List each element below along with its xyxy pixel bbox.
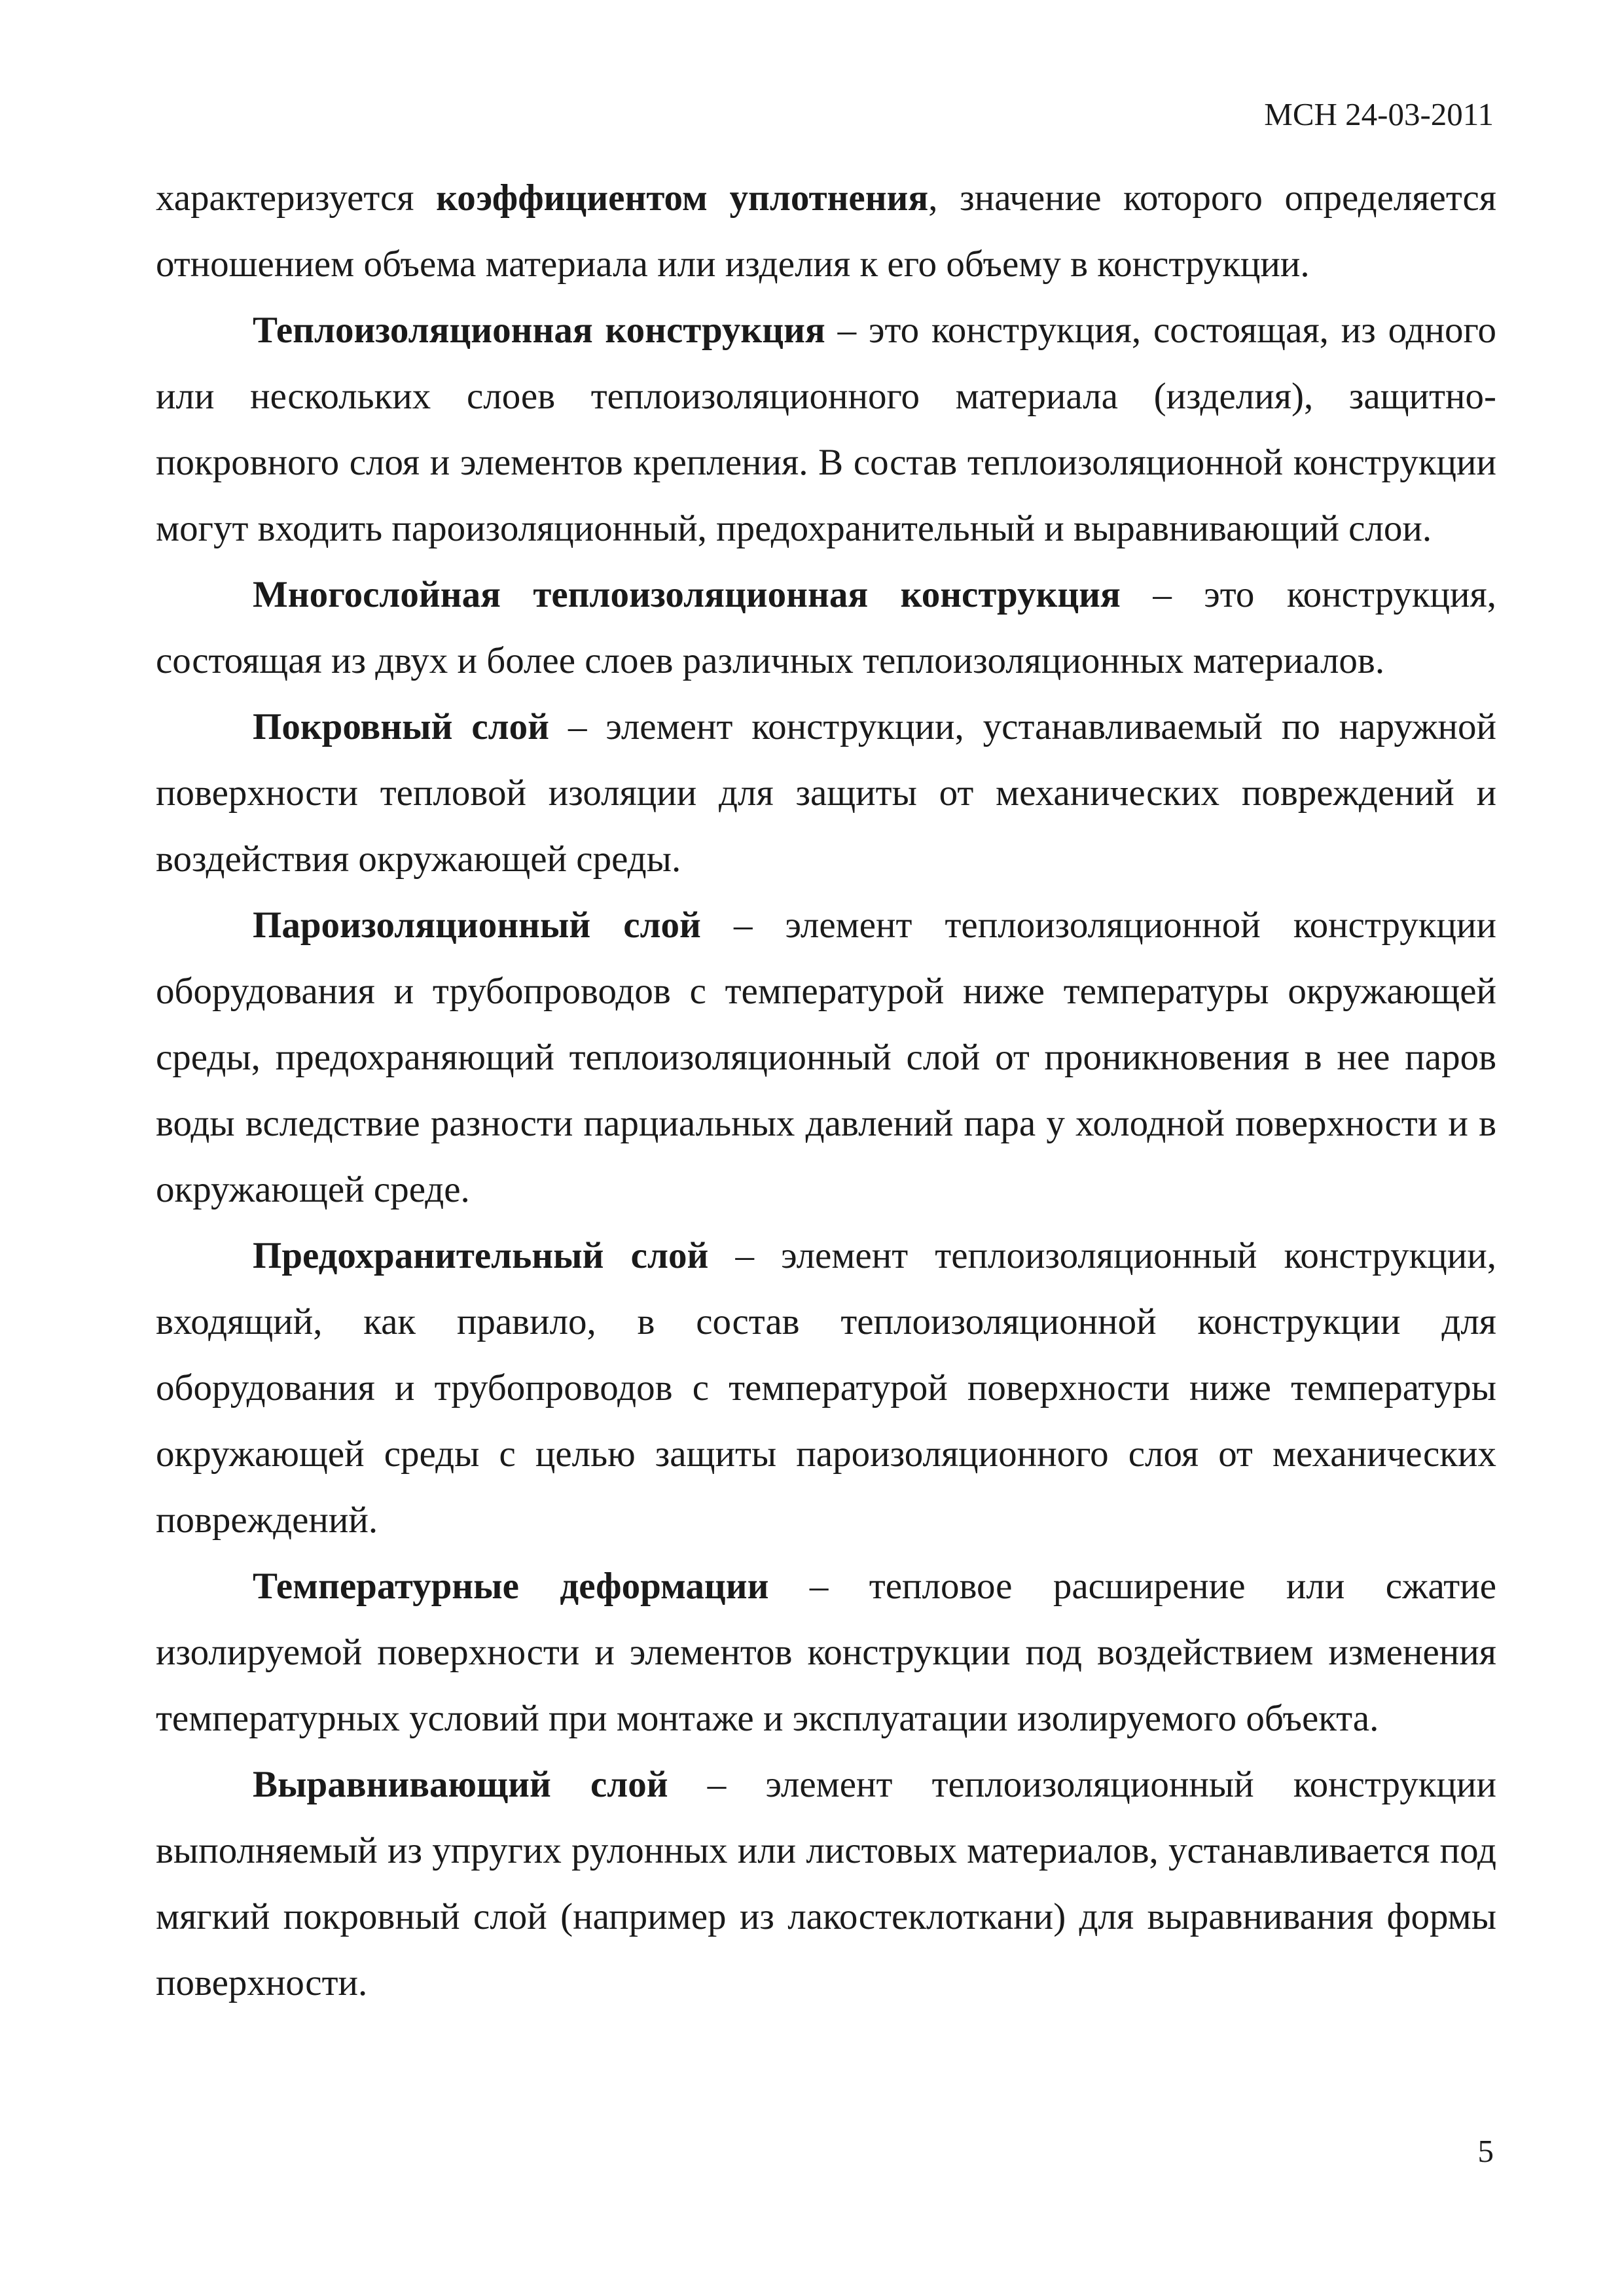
paragraph-insulation-construction xyxy=(156,297,1496,562)
paragraph-compaction-coefficient xyxy=(156,165,1496,297)
term-temperature-deformations: Температурные деформации xyxy=(253,1566,769,1607)
term-cover-layer: Покровный слой xyxy=(253,706,549,747)
definition-vapor-barrier-layer: – элемент теплоизоляционной конструкции оборудования и трубопроводов с температурой ниже температуры окружающей среды, предохраняющий теплоизоляционный слой от проникновения в нее паров воды вследствие разности парциальных давлений пара у холодной поверхности и в окружающей среде. xyxy=(156,905,1496,1210)
term-vapor-barrier-layer: Пароизоляционный слой xyxy=(253,905,701,946)
term-multilayer-construction: Многослойная теплоизоляционная конструкция xyxy=(253,574,1121,615)
term-insulation-construction: Теплоизоляционная конструкция xyxy=(253,310,825,351)
document-code: МСН 24-03-2011 xyxy=(1264,96,1494,132)
paragraph-temperature-deformations xyxy=(156,1553,1496,1751)
paragraph-cover-layer xyxy=(156,694,1496,892)
paragraph-multilayer-construction xyxy=(156,562,1496,694)
definition-protective-layer: – элемент теплоизоляционный конструкции, входящий, как правило, в состав теплоизоляционной конструкции для оборудования и трубопроводов с температурой поверхности ниже температуры окружающей среды с целью защиты пароизоляционного слоя от механических повреждений. xyxy=(156,1235,1496,1541)
definition-compaction-coefficient: , значение которого определяется отношением объема материала или изделия к его объему в конструкции. xyxy=(156,177,1496,285)
definition-leveling-layer: – элемент теплоизоляционный конструкции выполняемый из упругих рулонных или листовых материалов, устанавливается под мягкий покровный слой (например из лакостеклоткани) для выравнивания формы поверхности. xyxy=(156,1764,1496,2003)
term-protective-layer: Предохранительный слой xyxy=(253,1235,709,1276)
term-compaction-coefficient: коэффициентом уплотнения xyxy=(436,177,929,219)
definition-temperature-deformations: – тепловое расширение или сжатие изолируемой поверхности и элементов конструкции под воздействием изменения температурных условий при монтаже и эксплуатации изолируемого объекта. xyxy=(156,1566,1497,1739)
definition-cover-layer: – элемент конструкции, устанавливаемый по наружной поверхности тепловой изоляции для защиты от механических повреждений и воздействия окружающей среды. xyxy=(156,706,1496,880)
page-number: 5 xyxy=(1477,2133,1494,2169)
term-leveling-layer: Выравнивающий слой xyxy=(253,1764,668,1805)
definition-insulation-construction: – это конструкция, состоящая, из одного или нескольких слоев теплоизоляционного материала (изделия), защитно-покровного слоя и элементов крепления. В состав теплоизоляционной конструкции могут входить пароизоляционный, предохранительный и выравнивающий слои. xyxy=(156,310,1497,549)
document-body xyxy=(156,165,1496,2016)
paragraph-leveling-layer xyxy=(156,1751,1496,2016)
paragraph-vapor-barrier-layer xyxy=(156,892,1496,1223)
paragraph-lead-text: характеризуется xyxy=(156,177,437,219)
definition-multilayer-construction: – это конструкция, состоящая из двух и более слоев различных теплоизоляционных материалов. xyxy=(156,574,1496,681)
paragraph-protective-layer xyxy=(156,1223,1496,1553)
